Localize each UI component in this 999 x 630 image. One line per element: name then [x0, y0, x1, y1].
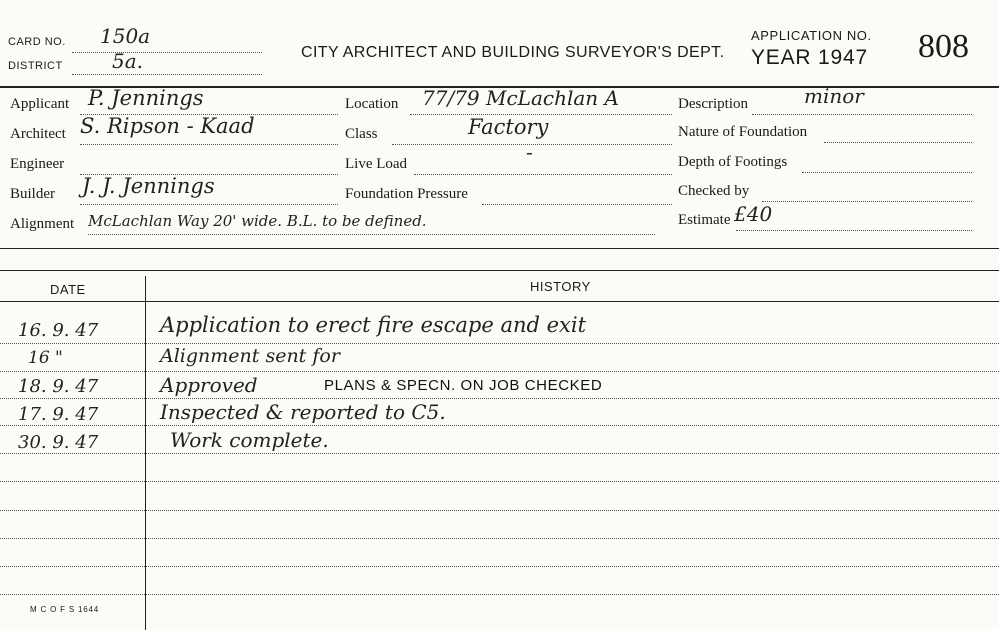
- year-label: YEAR 1947: [751, 46, 868, 69]
- architect-value: S. Ripson - Kaad: [80, 114, 255, 138]
- architect-label: Architect: [10, 126, 66, 142]
- live-load-line: [414, 174, 672, 175]
- builder-label: Builder: [10, 186, 55, 202]
- checked-by-line: [762, 201, 972, 202]
- card-no-value: 150a: [100, 24, 151, 48]
- estimate-value: £40: [734, 202, 773, 226]
- history-date: 18. 9. 47: [18, 376, 99, 397]
- description-label: Description: [678, 96, 748, 112]
- location-label: Location: [345, 96, 399, 112]
- nature-foundation-label: Nature of Foundation: [678, 124, 808, 140]
- history-date: 16 ": [28, 348, 63, 368]
- architect-line: [80, 144, 338, 145]
- card-no-label: CARD NO.: [8, 36, 66, 48]
- live-load-value: -: [526, 140, 533, 164]
- builder-line: [80, 204, 338, 205]
- alignment-value: McLachlan Way 20' wide. B.L. to be defined.: [88, 212, 427, 230]
- district-label: DISTRICT: [8, 60, 63, 72]
- alignment-line: [88, 234, 655, 235]
- depth-footings-label: Depth of Footings: [678, 154, 788, 170]
- history-text: Work complete.: [170, 428, 329, 452]
- class-label: Class: [345, 126, 378, 142]
- application-no-value: 808: [918, 28, 969, 65]
- live-load-label: Live Load: [345, 156, 408, 172]
- history-date: 30. 9. 47: [18, 432, 99, 453]
- history-date: 17. 9. 47: [18, 404, 99, 425]
- checked-by-label: Checked by: [678, 183, 750, 199]
- class-value: Factory: [468, 115, 549, 139]
- alignment-label: Alignment: [10, 216, 75, 232]
- estimate-line: [736, 230, 972, 231]
- foundation-pressure-line: [482, 204, 672, 205]
- history-text: Application to erect fire escape and exit: [160, 313, 587, 337]
- applicant-label: Applicant: [10, 96, 70, 112]
- date-header: DATE: [50, 282, 86, 297]
- card-no-line: [72, 52, 262, 53]
- history-header-rule: [0, 301, 999, 302]
- depth-footings-line: [802, 172, 972, 173]
- estimate-label: Estimate: [678, 212, 731, 228]
- location-value: 77/79 McLachlan A: [422, 86, 619, 110]
- description-value: minor: [804, 84, 864, 108]
- application-no-label: APPLICATION NO.: [751, 28, 872, 43]
- fields-divider: [0, 248, 999, 249]
- form-code: M C O F S 1644: [30, 605, 99, 614]
- nature-foundation-line: [824, 142, 972, 143]
- approval-stamp: PLANS & SPECN. ON JOB CHECKED: [324, 377, 603, 394]
- description-line: [752, 114, 972, 115]
- applicant-value: P. Jennings: [88, 86, 204, 110]
- foundation-pressure-label: Foundation Pressure: [345, 186, 468, 202]
- history-text: Alignment sent for: [160, 345, 340, 367]
- department-title: CITY ARCHITECT AND BUILDING SURVEYOR'S DEPT.: [301, 44, 725, 61]
- district-value: 5a.: [112, 49, 144, 73]
- history-date: 16. 9. 47: [18, 320, 99, 341]
- builder-value: J. J. Jennings: [82, 174, 215, 198]
- history-header: HISTORY: [530, 279, 591, 294]
- history-text: Approved: [160, 373, 258, 397]
- history-text: Inspected & reported to C5.: [160, 400, 446, 424]
- district-line: [72, 74, 262, 75]
- engineer-label: Engineer: [10, 156, 65, 172]
- history-top-rule: [0, 270, 999, 271]
